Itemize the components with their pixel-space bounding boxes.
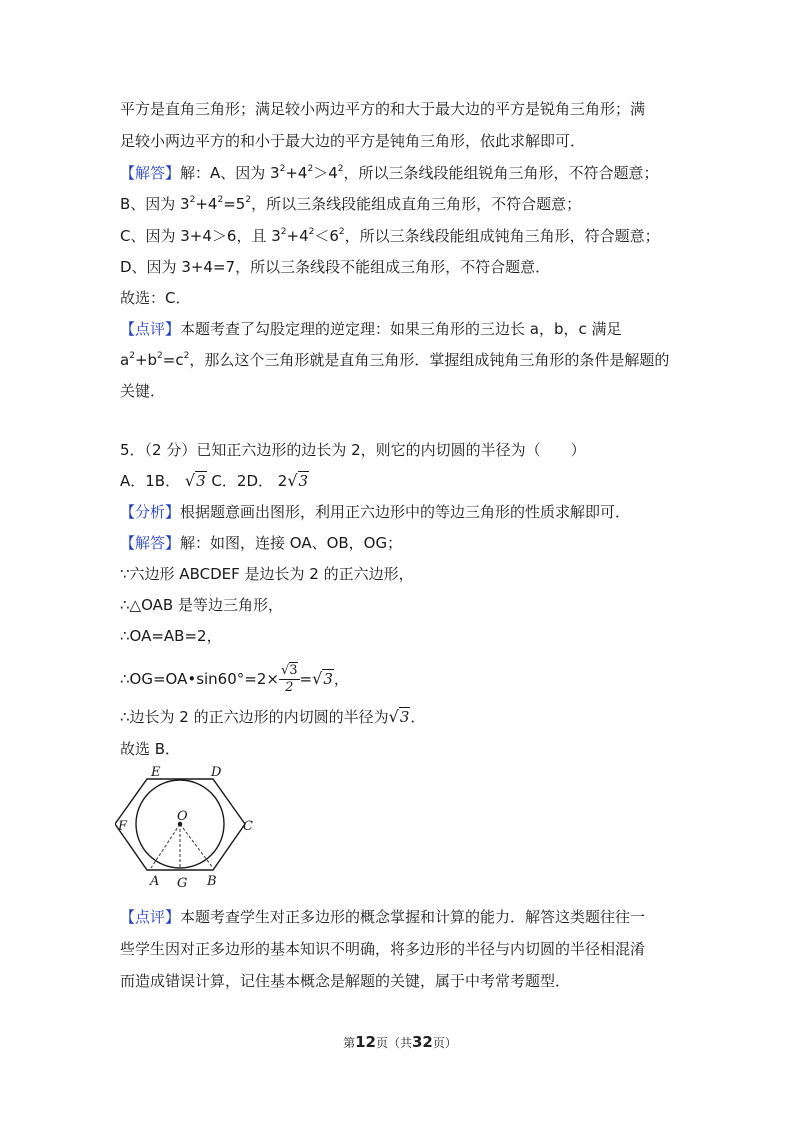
answer-tag: 【解答】: [120, 164, 181, 182]
q4-choice: 故选：C．: [120, 289, 191, 307]
text-line: 平方是直角三角形；满足较小两边平方的和大于最大边的平方是锐角三角形；满: [120, 100, 646, 118]
label-o: O: [177, 809, 188, 824]
sqrt-3: √3: [287, 471, 309, 490]
segment-oa: [151, 824, 180, 868]
label-g: G: [177, 876, 188, 891]
q5-comment: 【点评】本题考查学生对正多边形的概念掌握和计算的能力．解答这类题往往一: [120, 908, 646, 926]
label-f: F: [118, 819, 128, 834]
page-footer: 第12页（共32页）: [343, 1033, 457, 1051]
comment-tag: 【点评】: [120, 320, 181, 338]
analysis-tag: 【分析】: [120, 503, 181, 521]
label-e: E: [151, 765, 161, 780]
label-c: C: [243, 819, 253, 834]
q5-options: A．1B． √3 C．2D． 2√3: [120, 471, 309, 490]
page-total: 32: [412, 1033, 433, 1051]
sqrt-3: √3: [184, 471, 206, 490]
q5-step3: ∴OA=AB=2，: [120, 627, 222, 645]
q5-comment-2: 些学生因对正多边形的基本知识不明确，将多边形的半径与内切圆的半径相混淆: [120, 940, 646, 958]
q4-answer-c: C、因为 3+4＞6，且 $3^2+4^2<6^2$，所以三条线段能组成钝角三角形，符合题意；: [120, 227, 660, 245]
text-line: 足较小两边平方的和小于最大边的平方是钝角三角形，依此求解即可．: [120, 132, 586, 150]
q4-comment: 【点评】本题考查了勾股定理的逆定理：如果三角形的三边长 a，b，c 满足: [120, 320, 622, 338]
q5-choice: 故选 B．: [120, 740, 181, 758]
q5-answer: 【解答】解：如图，连接 OA、OB，OG；: [120, 534, 403, 552]
comment-tag: 【点评】: [120, 908, 181, 926]
q4-answer-b: B、因为 $3^2+4^2=5^2$，所以三条线段能组成直角三角形，不符合题意；: [120, 195, 582, 213]
q5-analysis: 【分析】根据题意画出图形，利用正六边形中的等边三角形的性质求解即可．: [120, 503, 631, 521]
q5-comment-3: 而造成错误计算，记住基本概念是解题的关键，属于中考常考题型．: [120, 972, 571, 990]
q5-step1: ∵六边形 ABCDEF 是边长为 2 的正六边形，: [120, 565, 414, 583]
segment-ob: [180, 824, 213, 868]
answer-tag: 【解答】: [120, 534, 181, 552]
q4-answer-d: D、因为 3+4=7，所以三条线段不能组成三角形，不符合题意．: [120, 258, 551, 276]
q5-step4: ∴OG=OA•sin60°=2× $\frac{√3}{2}$ =√3，: [120, 663, 349, 695]
fraction: $\frac{√3}{2}$: [280, 663, 298, 695]
q4-comment-3: 关键．: [120, 382, 166, 400]
q4-comment-2: $a^2+b^2=c^2$，那么这个三角形就是直角三角形．掌握组成钝角三角形的条件是解题的: [120, 351, 670, 369]
q5-step2: ∴△OAB 是等边三角形，: [120, 596, 283, 614]
hexagon-figure: [115, 762, 265, 892]
q5-step5: ∴边长为 2 的正六边形的内切圆的半径为√3．: [120, 707, 426, 726]
label-a: A: [150, 874, 160, 889]
label-d: D: [211, 765, 222, 780]
page-number: 12: [355, 1033, 376, 1051]
q5-stem: 5．（2 分）已知正六边形的边长为 2，则它的内切圆的半径为（ ）: [120, 441, 586, 459]
q4-answer: 【解答】解：A、因为 $3^2+4^2>4^2$，所以三条线段能组锐角三角形，不符合题意；: [120, 164, 659, 182]
label-b: B: [207, 874, 217, 889]
